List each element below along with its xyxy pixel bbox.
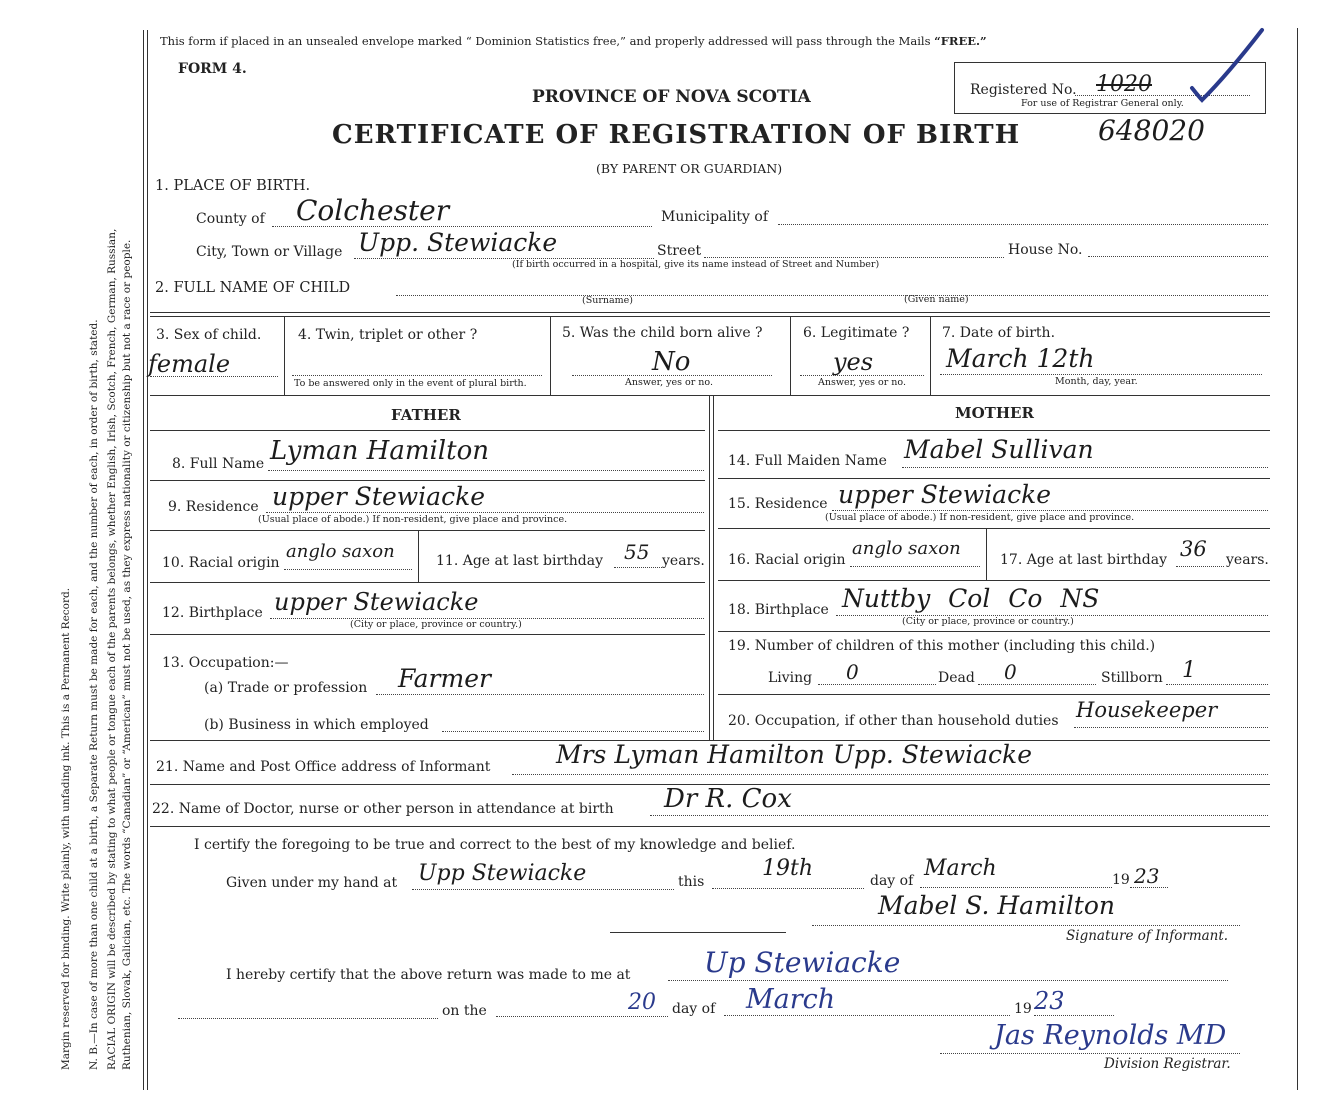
street-label: Street xyxy=(657,243,702,259)
informant-rule-bottom xyxy=(150,826,1270,827)
given-day-value: 19th xyxy=(762,856,814,881)
father-business-label: (b) Business in which employed xyxy=(204,717,429,733)
father-race-line xyxy=(284,569,412,570)
dead-value: 0 xyxy=(1004,660,1017,684)
mother-birthplace-value: Nuttby Col Co NS xyxy=(842,584,1100,613)
doctor-label: 22. Name of Doctor, nurse or other person in attendance at birth xyxy=(152,801,614,817)
legitimate-note: Answer, yes or no. xyxy=(818,377,907,388)
father-age-value: 55 xyxy=(624,540,650,564)
mother-occupation-line xyxy=(1074,727,1268,728)
registrar-signature: Jas Reynolds MD xyxy=(994,1020,1227,1051)
registrar-signature-line xyxy=(940,1053,1240,1054)
father-name-line xyxy=(268,470,704,471)
father-rule-1 xyxy=(150,480,705,481)
born-alive-note: Answer, yes or no. xyxy=(625,377,714,388)
father-age-label: 11. Age at last birthday xyxy=(436,553,604,569)
col-divider-1 xyxy=(284,316,285,395)
col-divider-3 xyxy=(790,316,791,395)
form-number: FORM 4. xyxy=(178,61,247,77)
this-label: this xyxy=(678,874,705,890)
father-heading-rule xyxy=(150,430,705,431)
house-number-label: House No. xyxy=(1008,242,1083,258)
mother-race-age-divider xyxy=(986,528,987,580)
mother-age-value: 36 xyxy=(1180,537,1207,561)
children-count-label: 19. Number of children of this mother (including this child.) xyxy=(728,638,1156,654)
margin-racial-origin-note-2: Ruthenian, Slovak, Galician, etc. The words “Canadian” or “American” must not be used, as they express nationality or citizenship but not a race or people. xyxy=(121,239,133,1070)
registrar-day-of-label: day of xyxy=(672,1001,716,1017)
hospital-note: (If birth occurred in a hospital, give its name instead of Street and Number) xyxy=(512,259,880,270)
registered-number: 1020 xyxy=(1096,72,1152,97)
city-label: City, Town or Village xyxy=(196,244,343,260)
mother-name-value: Mabel Sullivan xyxy=(904,435,1094,464)
mother-race-value: anglo saxon xyxy=(852,538,961,559)
short-rule xyxy=(610,932,786,933)
informant-signature-line xyxy=(812,925,1240,926)
born-alive-line xyxy=(572,375,772,376)
house-number-line xyxy=(1088,256,1268,257)
father-race-value: anglo saxon xyxy=(286,541,395,562)
row-rule-top-inner xyxy=(150,316,1270,317)
informant-label: 21. Name and Post Office address of Informant xyxy=(156,759,491,775)
mother-heading-rule xyxy=(718,430,1270,431)
registrar-lead-line xyxy=(178,1018,438,1019)
mother-residence-line xyxy=(832,510,1268,511)
check-mark-icon xyxy=(1188,24,1268,104)
registrar-use-note: For use of Registrar General only. xyxy=(1021,98,1184,109)
father-trade-label: (a) Trade or profession xyxy=(204,680,368,696)
given-name-note: (Given name) xyxy=(904,294,969,305)
mother-occupation-label: 20. Occupation, if other than household duties xyxy=(728,713,1059,729)
mother-birthplace-note: (City or place, province or country.) xyxy=(902,616,1074,627)
informant-value: Mrs Lyman Hamilton Upp. Stewiacke xyxy=(556,740,1033,769)
mother-name-line xyxy=(902,467,1268,468)
father-rule-3 xyxy=(150,582,705,583)
registrar-year-value: 23 xyxy=(1034,987,1065,1015)
father-name-value: Lyman Hamilton xyxy=(270,436,489,466)
given-month-value: March xyxy=(924,856,997,881)
father-birthplace-value: upper Stewiacke xyxy=(274,588,479,616)
father-trade-value: Farmer xyxy=(398,664,491,693)
doctor-line xyxy=(650,815,1268,816)
twin-note: To be answered only in the event of plural birth. xyxy=(294,378,527,389)
legitimate-line xyxy=(800,375,924,376)
mother-age-label: 17. Age at last birthday xyxy=(1000,552,1168,568)
stillborn-value: 1 xyxy=(1182,658,1196,683)
child-name-line xyxy=(396,295,1268,296)
living-line xyxy=(818,684,936,685)
mother-rule-2 xyxy=(718,528,1270,529)
place-of-birth-heading: 1. PLACE OF BIRTH. xyxy=(155,178,311,194)
living-value: 0 xyxy=(846,660,859,684)
father-trade-line xyxy=(376,694,704,695)
mother-birthplace-label: 18. Birthplace xyxy=(728,602,829,618)
informant-signature-label: Signature of Informant. xyxy=(1066,928,1229,944)
mother-years-label: years. xyxy=(1226,552,1269,568)
twin-label: 4. Twin, triplet or other ? xyxy=(298,327,478,343)
county-line xyxy=(272,226,652,227)
given-place-value: Upp Stewiacke xyxy=(418,861,587,886)
subtitle: (BY PARENT OR GUARDIAN) xyxy=(596,161,783,176)
mother-rule-1 xyxy=(718,478,1270,479)
registered-label: Registered No. xyxy=(970,82,1077,98)
father-name-label: 8. Full Name xyxy=(172,456,265,472)
sex-label: 3. Sex of child. xyxy=(156,327,262,343)
given-year-line xyxy=(1130,887,1168,888)
father-heading: FATHER xyxy=(391,406,461,424)
twin-line xyxy=(292,375,542,376)
county-value: Colchester xyxy=(296,194,450,227)
father-residence-value: upper Stewiacke xyxy=(272,482,486,511)
father-years-label: years. xyxy=(662,553,705,569)
given-day-of-label: day of xyxy=(870,873,914,889)
mother-rule-5 xyxy=(718,694,1270,695)
city-value: Upp. Stewiacke xyxy=(358,228,558,257)
registrar-place-line xyxy=(668,980,1228,981)
margin-multiple-birth-note: N. B.—In case of more than one child at a birth, a Separate Return must be made for each, and the number of each, in order of birth, stated. xyxy=(88,319,100,1070)
birth-date-line xyxy=(940,374,1262,375)
father-rule-4 xyxy=(150,634,705,635)
mother-race-line xyxy=(850,566,980,567)
sex-value: female xyxy=(148,350,231,378)
doctor-value: Dr R. Cox xyxy=(664,784,792,814)
certificate-number: 648020 xyxy=(1098,114,1205,147)
dead-line xyxy=(978,684,1096,685)
living-label: Living xyxy=(768,670,813,686)
legitimate-value: yes xyxy=(833,348,874,376)
page-title: CERTIFICATE OF REGISTRATION OF BIRTH xyxy=(332,120,1021,150)
registrar-signature-label: Division Registrar. xyxy=(1104,1056,1231,1072)
father-residence-label: 9. Residence xyxy=(168,499,259,515)
mother-rule-4 xyxy=(718,631,1270,632)
registrar-month-value: March xyxy=(746,984,836,1015)
col-divider-2 xyxy=(550,316,551,395)
municipality-label: Municipality of xyxy=(661,209,769,225)
stillborn-label: Stillborn xyxy=(1101,670,1163,686)
father-business-line xyxy=(442,731,704,732)
mother-rule-3 xyxy=(718,580,1270,581)
father-rule-2 xyxy=(150,530,705,531)
mother-race-label: 16. Racial origin xyxy=(728,552,846,568)
mother-occupation-value: Housekeeper xyxy=(1076,698,1218,722)
margin-binding-note: Margin reserved for binding. Write plainly, with unfading ink. This is a Permanent Record. xyxy=(60,587,72,1070)
certify-statement: I certify the foregoing to be true and correct to the best of my knowledge and belief. xyxy=(194,837,796,853)
col-divider-4 xyxy=(930,316,931,395)
given-place-line xyxy=(412,889,674,890)
father-occupation-label: 13. Occupation:— xyxy=(162,655,289,671)
mother-residence-value: upper Stewiacke xyxy=(838,480,1052,509)
registrar-place-value: Up Stewiacke xyxy=(704,946,901,979)
row-rule-top xyxy=(150,312,1270,313)
mother-residence-note: (Usual place of abode.) If non-resident, give place and province. xyxy=(825,512,1135,523)
given-year-prefix: 19 xyxy=(1112,872,1130,888)
frame-left-rule xyxy=(143,30,144,1090)
father-residence-note: (Usual place of abode.) If non-resident, give place and province. xyxy=(258,514,568,525)
registrar-month-line xyxy=(724,1015,1010,1016)
registrar-year-line xyxy=(1034,1015,1114,1016)
mother-residence-label: 15. Residence xyxy=(728,496,828,512)
born-alive-value: No xyxy=(652,347,691,377)
municipality-line xyxy=(778,224,1268,225)
father-residence-line xyxy=(266,512,704,513)
registrar-on-label: on the xyxy=(442,1003,487,1019)
registrar-day-line xyxy=(496,1016,668,1017)
mail-notice: This form if placed in an unsealed envelope marked “ Dominion Statistics free,” and properly addressed will pass through the Mails “FREE.” xyxy=(160,34,987,48)
father-race-age-divider xyxy=(418,530,419,582)
birth-date-note: Month, day, year. xyxy=(1055,376,1138,387)
frame-right-rule xyxy=(1297,28,1298,1090)
province-heading: PROVINCE OF NOVA SCOTIA xyxy=(532,87,811,107)
stillborn-line xyxy=(1166,684,1268,685)
legitimate-label: 6. Legitimate ? xyxy=(803,325,910,341)
sex-line xyxy=(150,376,278,377)
street-line xyxy=(704,257,1004,258)
parents-divider xyxy=(709,395,710,740)
given-day-line xyxy=(712,888,864,889)
birth-date-value: March 12th xyxy=(946,344,1095,373)
informant-signature: Mabel S. Hamilton xyxy=(878,891,1115,920)
margin-racial-origin-note-1: RACIAL ORIGIN will be described by stating to what people or tongue each of the parents belongs, whether English, Irish, Scotch, French, German, Russian, xyxy=(106,228,118,1070)
registrar-statement: I hereby certify that the above return was made to me at xyxy=(226,967,631,983)
frame-left-rule-inner xyxy=(147,30,148,1090)
father-race-label: 10. Racial origin xyxy=(162,555,280,571)
surname-note: (Surname) xyxy=(582,295,633,306)
given-under-label: Given under my hand at xyxy=(226,875,398,891)
father-birthplace-note: (City or place, province or country.) xyxy=(350,619,522,630)
mother-age-line xyxy=(1176,566,1224,567)
given-year-value: 23 xyxy=(1134,864,1160,888)
given-month-line xyxy=(920,887,1112,888)
county-label: County of xyxy=(196,211,265,227)
birth-date-label: 7. Date of birth. xyxy=(942,325,1056,341)
informant-line xyxy=(512,774,1268,775)
born-alive-label: 5. Was the child born alive ? xyxy=(562,325,763,341)
father-birthplace-label: 12. Birthplace xyxy=(162,605,263,621)
parents-divider-inner xyxy=(713,395,714,740)
registrar-year-prefix: 19 xyxy=(1014,1001,1032,1017)
mother-heading: MOTHER xyxy=(955,404,1034,422)
dead-label: Dead xyxy=(938,670,975,686)
mother-name-label: 14. Full Maiden Name xyxy=(728,453,887,469)
father-age-line xyxy=(614,567,662,568)
child-name-label: 2. FULL NAME OF CHILD xyxy=(155,280,351,296)
registrar-day-value: 20 xyxy=(628,990,656,1015)
